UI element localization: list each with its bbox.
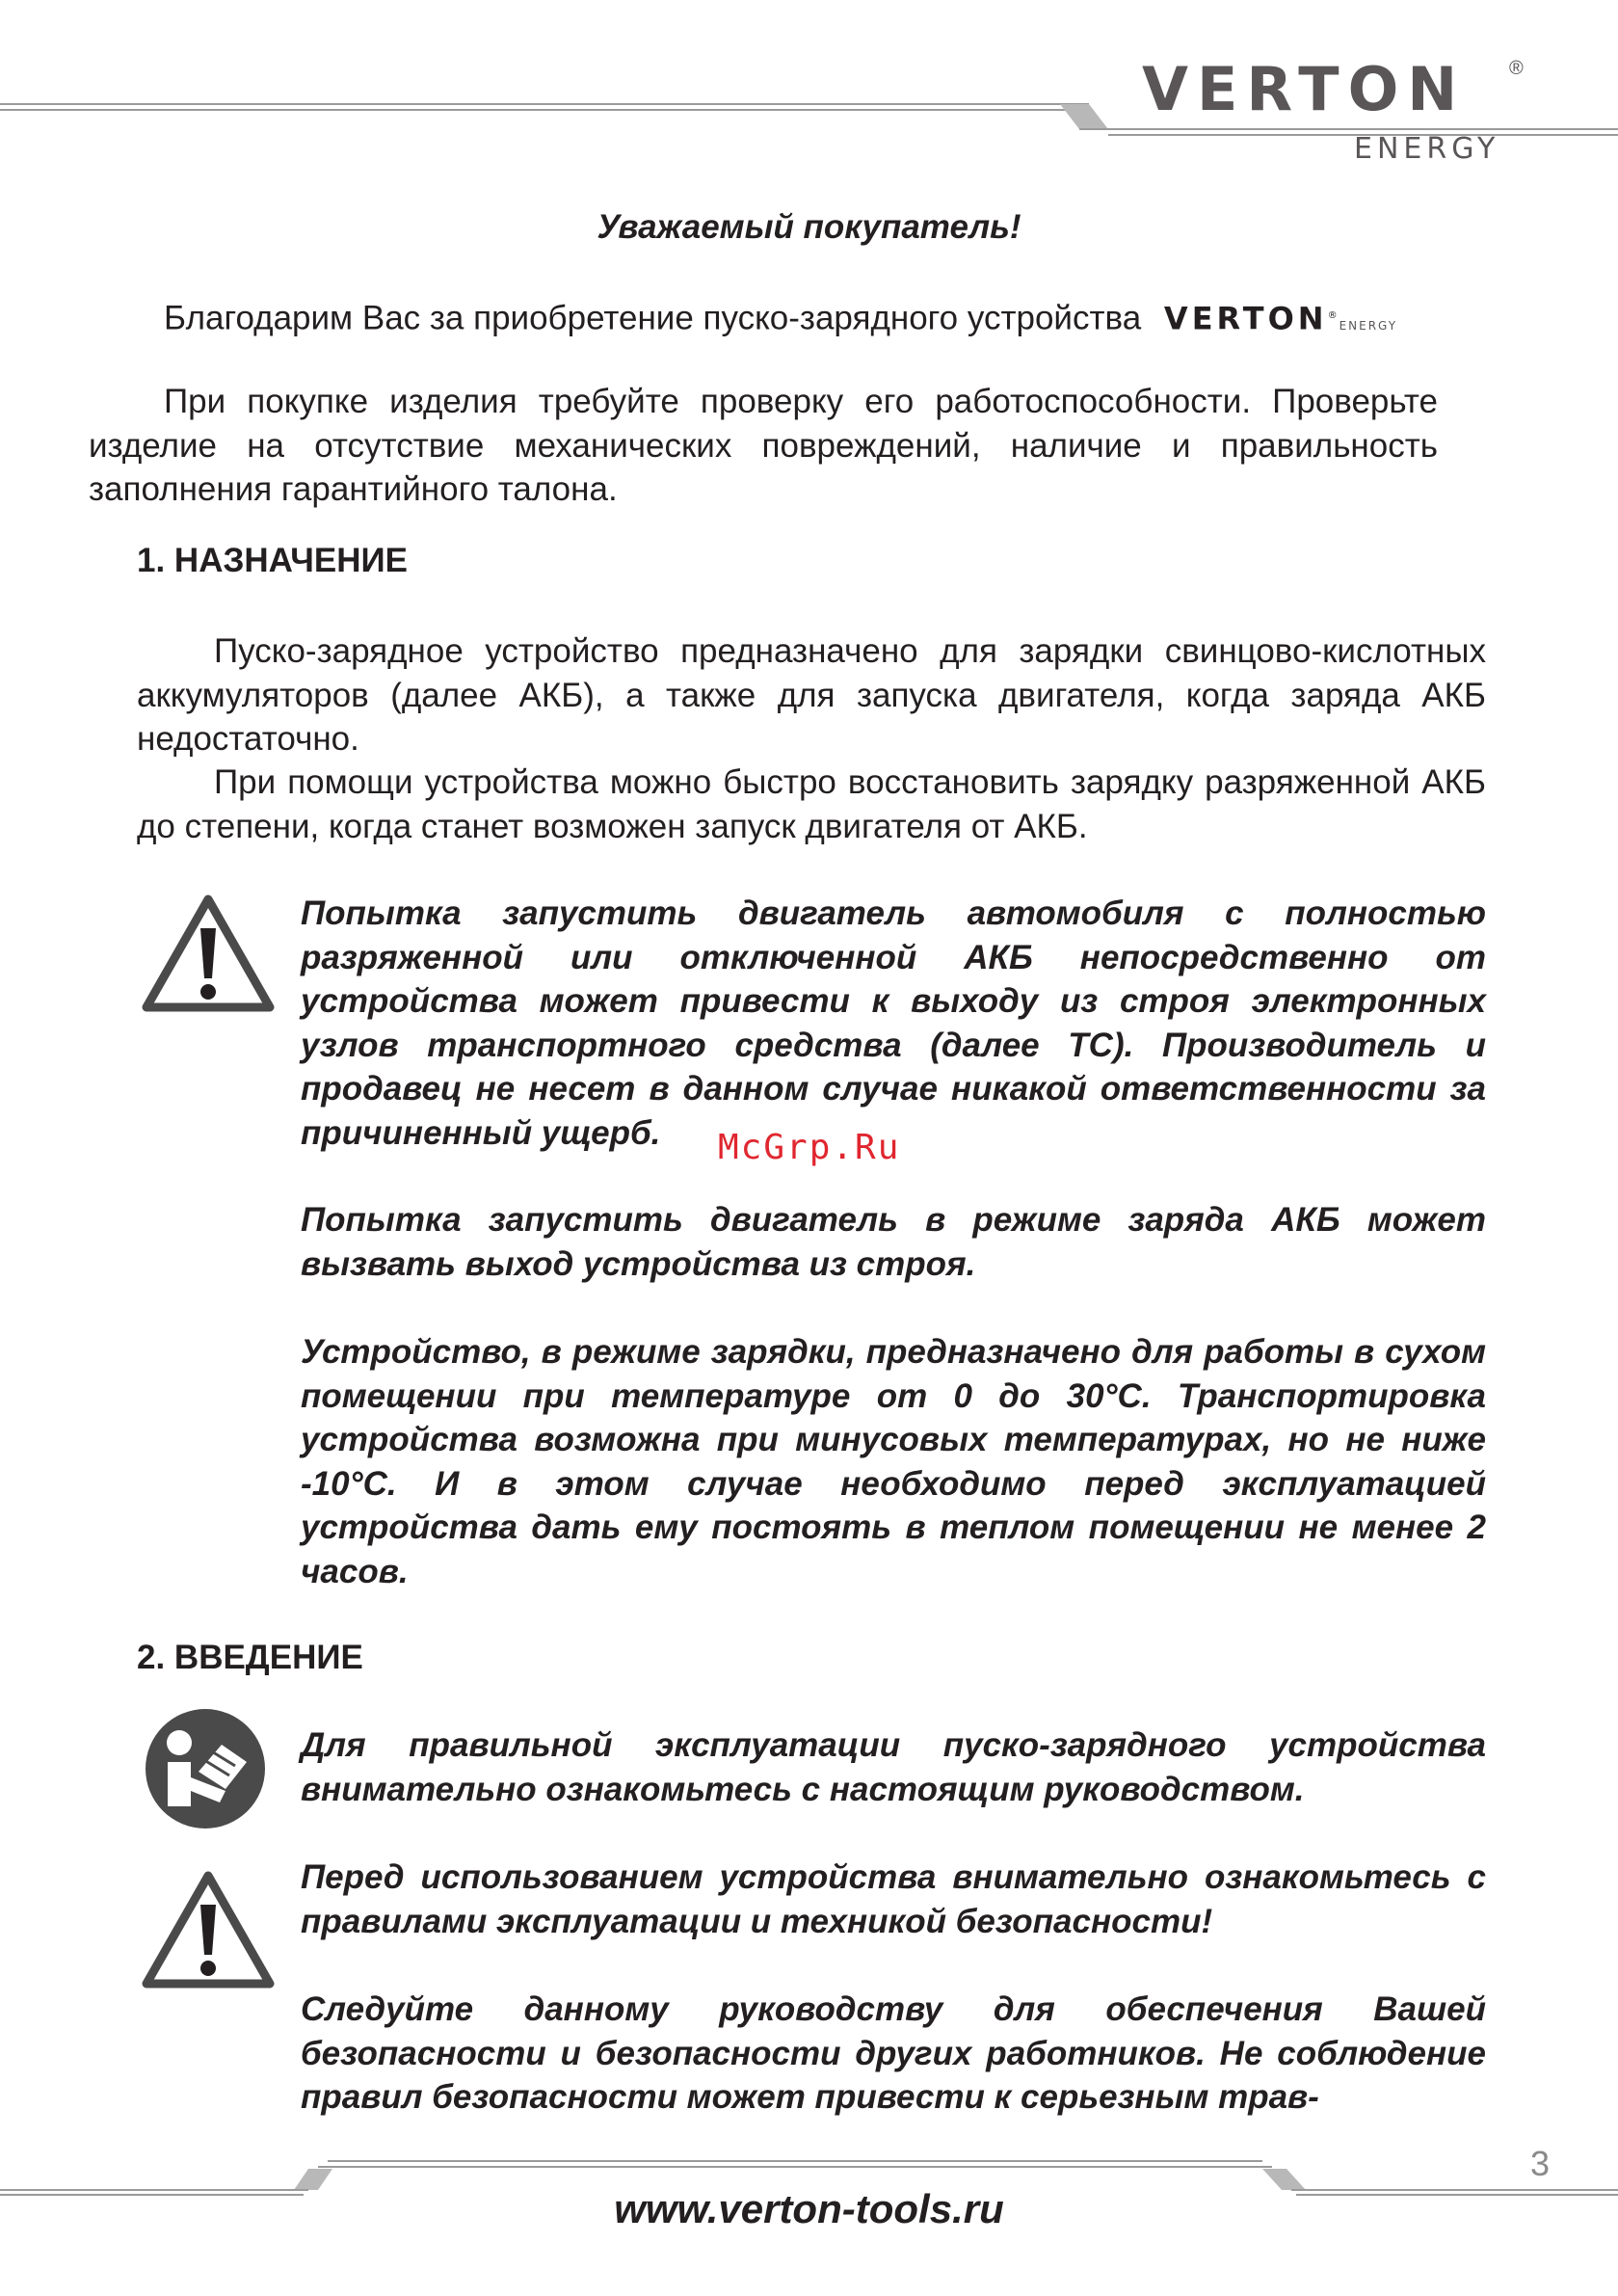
watermark: McGrp.Ru <box>718 1128 901 1167</box>
page-number: 3 <box>1530 2144 1551 2183</box>
thanks-text: Благодарим Вас за приобретение пуско-зарядного устройства <box>164 299 1142 337</box>
registered-mark: ® <box>1509 58 1524 79</box>
warning-text-2: Попытка запустить двигатель в режиме заряда АКБ может вызвать выход устройства из строя. <box>301 1201 1486 1283</box>
intro-paragraph: При покупке изделия требуйте проверку его работоспособности. Проверьте изделие на отсутствие механических повреждений, наличие и правильность заполнения гарантийного талона. <box>89 383 1438 508</box>
warning-text-1: Попытка запустить двигатель автомобиля с полностью разряженной или отключенной АКБ непосредственно от устройства может привести к выходу из строя электронных узлов транспортного средства (далее ТС). Производитель и продавец не несет в данном случае никакой ответственности за причиненный ущерб. <box>301 894 1486 1152</box>
warning-text-5: Следуйте данному руководству для обеспечения Вашей безопасности и безопасности других работников. Не соблюдение правил безопасности может привести к серьезным трав- <box>301 1990 1486 2116</box>
manual-note-text: Для правильной эксплуатации пуско-зарядного устройства внимательно ознакомьтесь с настоящим руководством. <box>301 1726 1486 1808</box>
website-link[interactable]: www.verton-tools.ru <box>614 2186 1004 2231</box>
brand-sub: ENERGY <box>1354 132 1500 166</box>
warning-icon <box>141 1868 276 1993</box>
section2-heading: 2. ВВЕДЕНИЕ <box>137 1639 363 1676</box>
thanks-line <box>164 294 1397 348</box>
greeting: Уважаемый покупатель! <box>597 208 1021 246</box>
section1-paragraph-2: При помощи устройства можно быстро восстановить зарядку разряженной АКБ до степени, когда станет возможен запуск двигателя от АКБ. <box>137 763 1486 845</box>
read-manual-icon <box>143 1706 268 1831</box>
warning-text-4: Перед использованием устройства внимательно ознакомьтесь с правилами эксплуатации и техникой безопасности! <box>301 1858 1486 1940</box>
warning-text-3: Устройство, в режиме зарядки, предназначено для работы в сухом помещении при температуре от 0 до 30°С. Транспортировка устройства возможна при минусовых температурах, но не ниже -10°С. И в этом случае необходимо перед эксплуатацией устройства дать ему постоять в теплом помещении не менее 2 часов. <box>301 1333 1486 1590</box>
section1-paragraph-1: Пуско-зарядное устройство предназначено для зарядки свинцово-кислотных аккумуляторов (далее АКБ), а также для запуска двигателя, когда заряда АКБ недостаточно. <box>137 632 1486 758</box>
inline-brand-logo: VERTON®ENERGY <box>1163 300 1398 337</box>
section1-heading: 1. НАЗНАЧЕНИЕ <box>137 542 408 579</box>
brand-logo: VERTON <box>1142 54 1467 124</box>
warning-icon <box>141 892 276 1017</box>
